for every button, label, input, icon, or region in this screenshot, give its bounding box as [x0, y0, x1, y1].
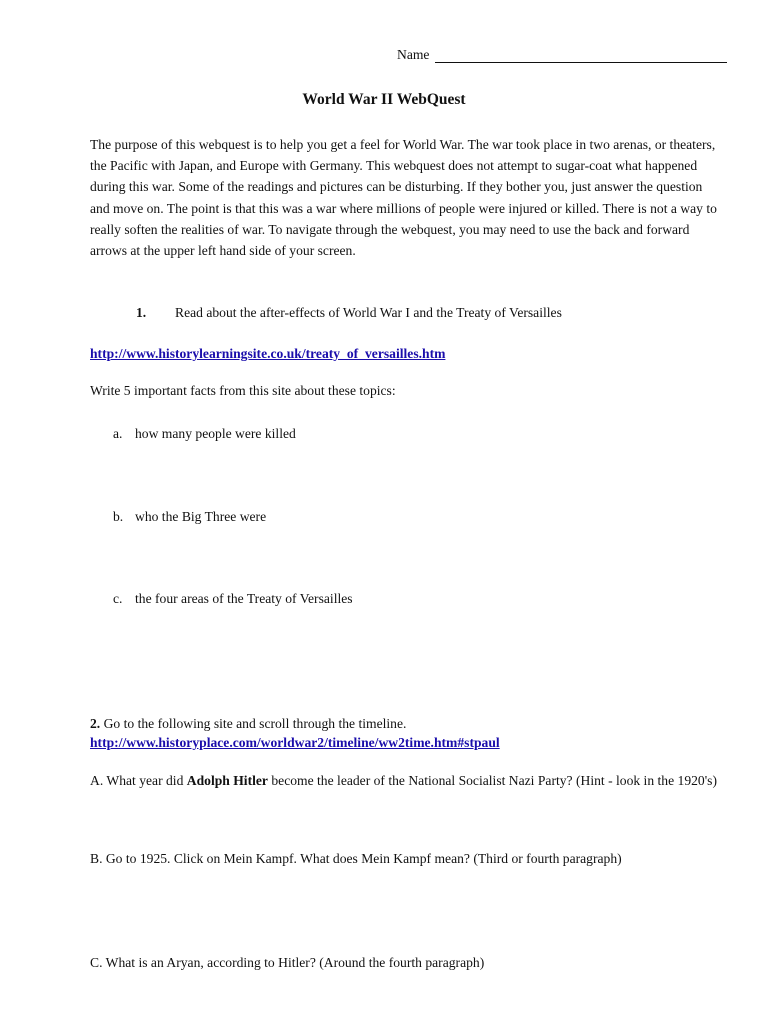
item-a-text: how many people were killed — [135, 426, 296, 441]
question-2-text: Go to the following site and scroll through the timeline. — [100, 716, 407, 731]
name-label: Name — [397, 47, 430, 62]
name-blank-line — [435, 48, 727, 63]
intro-paragraph: The purpose of this webquest is to help you get a feel for World War. The war took place in two arenas, or theaters, the Pacific with Japan, and Europe with Germany. This webquest does not attempt to sugar-coat what happened during this war. Some of the readings and pictures can be disturbing. If they bother you, just answer the question and move on. The point is that this was a war where millions of people were injured or killed. There is not a way to really soften the realities of war. To navigate through the webquest, you may need to use the back and forward arrows at the upper left hand side of your screen. — [90, 137, 717, 259]
item-c-text: the four areas of the Treaty of Versailles — [135, 591, 353, 606]
item-b-text: who the Big Three were — [135, 509, 267, 524]
question-2c: C. What is an Aryan, according to Hitler? (Around the fourth paragraph) — [90, 955, 485, 970]
item-b-letter: b. — [113, 509, 124, 524]
question-2a — [90, 771, 720, 791]
question-2-link[interactable]: http://www.historyplace.com/worldwar2/timeline/ww2time.htm#stpaul — [90, 735, 500, 750]
question-2a-prefix: A. What year did — [90, 773, 187, 788]
item-a-letter: a. — [113, 426, 123, 441]
name-field-row — [397, 47, 727, 63]
question-2a-bold: Adolph Hitler — [186, 773, 268, 788]
question-2-heading — [90, 716, 406, 732]
item-c-letter: c. — [113, 591, 123, 606]
question-1-link[interactable]: http://www.historylearningsite.co.uk/treaty_of_versailles.htm — [90, 346, 446, 361]
question-1-text: Read about the after-effects of World War I and the Treaty of Versailles — [175, 305, 562, 320]
question-2-number: 2. — [90, 716, 101, 731]
question-2b: B. Go to 1925. Click on Mein Kampf. What does Mein Kampf mean? (Third or fourth paragraph) — [90, 851, 622, 866]
page-title: World War II WebQuest — [302, 91, 466, 108]
question-1-number: 1. — [136, 305, 147, 320]
question-1-instruction: Write 5 important facts from this site about these topics: — [90, 383, 396, 398]
question-2a-suffix: become the leader of the National Socialist Nazi Party? (Hint - look in the 1920's) — [267, 773, 717, 788]
